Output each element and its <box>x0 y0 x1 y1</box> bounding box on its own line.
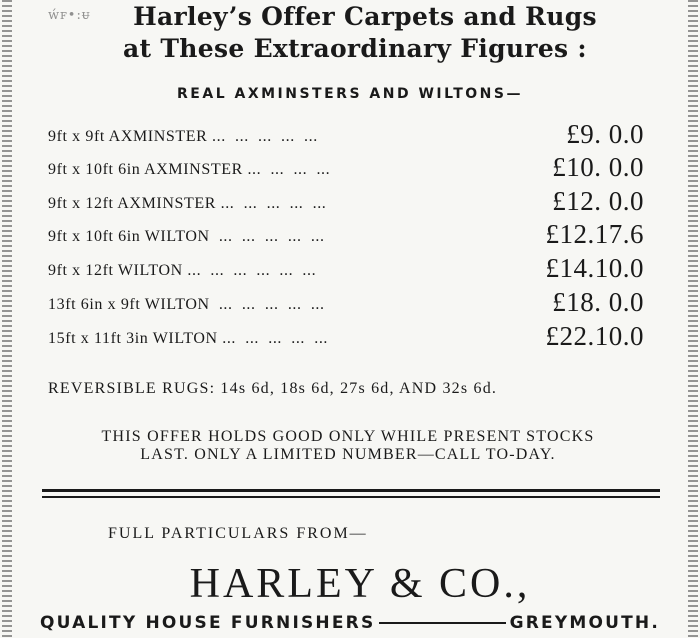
divider-rule-thick <box>42 489 660 492</box>
company-name: HARLEY & CO., <box>189 561 531 607</box>
item-price: £18. 0.0 <box>552 287 644 317</box>
item-price: £9. 0.0 <box>566 119 644 149</box>
item-price: £12. 0.0 <box>552 186 644 216</box>
footer-dash <box>379 622 505 624</box>
particulars-label: FULL PARTICULARS FROM— <box>108 525 368 542</box>
headline-line-1: Harley’s Offer Carpets and Rugs <box>133 2 597 31</box>
item-price: £14.10.0 <box>545 253 644 283</box>
footer-tagline: QUALITY HOUSE FURNISHERS <box>40 613 376 633</box>
corner-mark: ẃꜰ•:ᵾ <box>48 8 91 23</box>
price-row <box>48 286 648 318</box>
footer-line <box>40 613 660 633</box>
item-description: 9ft x 12ft WILTON ... ... ... ... ... ... <box>48 262 317 279</box>
price-row <box>48 218 648 250</box>
divider-rule-thin <box>42 496 660 498</box>
item-description: 13ft 6in x 9ft WILTON ... ... ... ... ... <box>48 296 325 313</box>
reversible-rugs-line: REVERSIBLE RUGS: 14s 6d, 18s 6d, 27s 6d, AND 32s 6d. <box>48 380 498 397</box>
offer-notice-line-2: LAST. ONLY A LIMITED NUMBER—CALL TO-DAY. <box>140 446 556 463</box>
headline-line-2: at These Extraordinary Figures : <box>123 34 587 63</box>
price-row <box>48 185 648 217</box>
subheading: REAL AXMINSTERS AND WILTONS— <box>177 86 523 102</box>
footer-town: GREYMOUTH. <box>509 613 660 633</box>
item-description: 9ft x 10ft 6in AXMINSTER ... ... ... ... <box>48 161 331 178</box>
item-price: £22.10.0 <box>545 321 644 351</box>
price-row <box>48 320 648 352</box>
price-row <box>48 252 648 284</box>
item-description: 9ft x 9ft AXMINSTER ... ... ... ... ... <box>48 128 318 145</box>
item-price: £10. 0.0 <box>552 152 644 182</box>
price-row <box>48 118 648 150</box>
offer-notice-line-1: THIS OFFER HOLDS GOOD ONLY WHILE PRESENT STOCKS <box>101 428 595 445</box>
item-price: £12.17.6 <box>545 219 644 249</box>
price-row <box>48 151 648 183</box>
item-description: 15ft x 11ft 3in WILTON ... ... ... ... ... <box>48 330 329 347</box>
item-description: 9ft x 10ft 6in WILTON ... ... ... ... ... <box>48 228 325 245</box>
item-description: 9ft x 12ft AXMINSTER ... ... ... ... ... <box>48 195 327 212</box>
